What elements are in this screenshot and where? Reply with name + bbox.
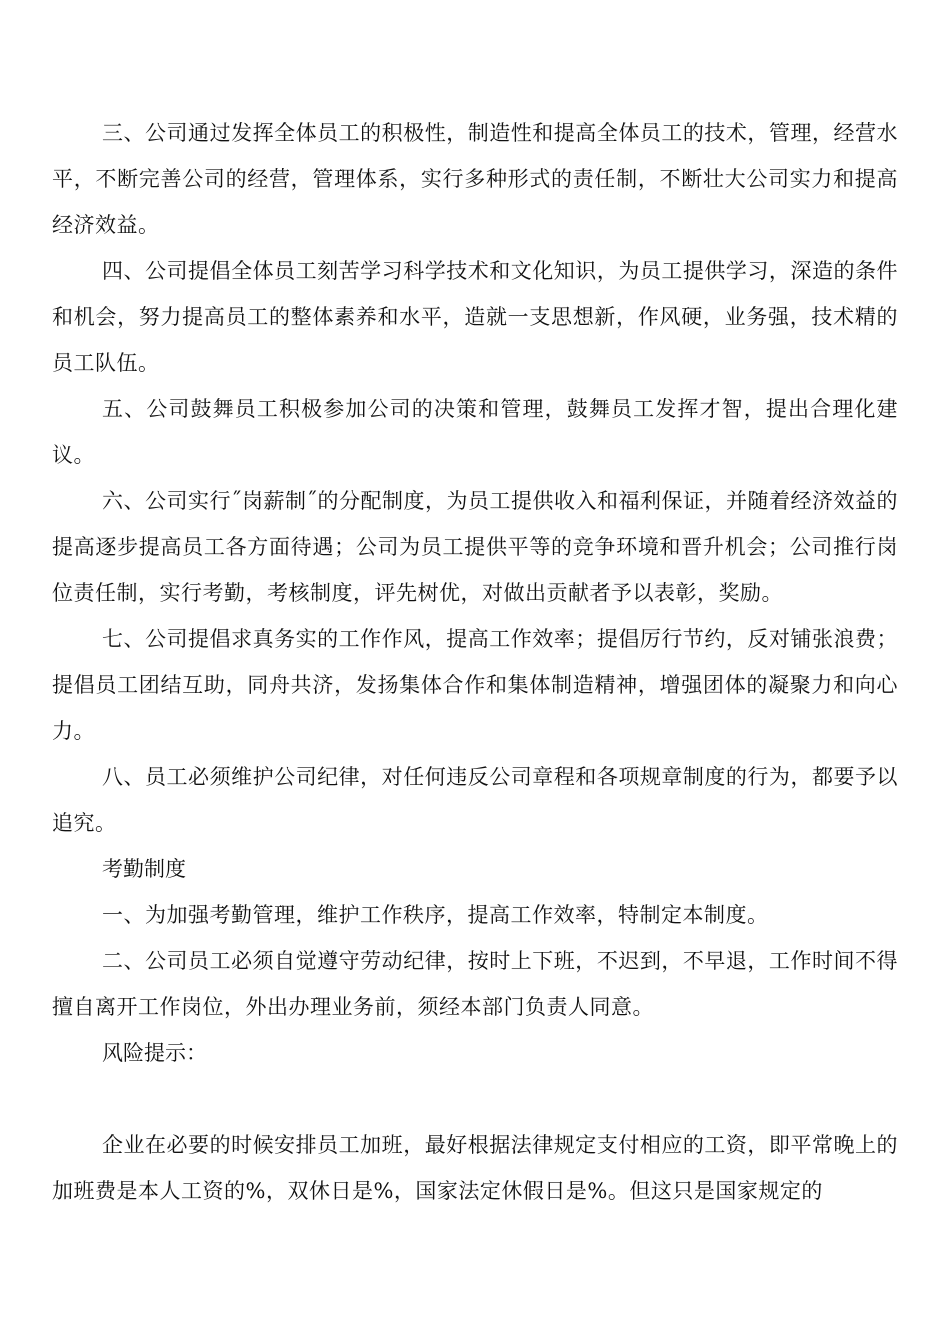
document-page bbox=[52, 110, 898, 1214]
attendance-heading: 考勤制度 bbox=[102, 857, 186, 881]
paragraph-3: 三、公司通过发挥全体员工的积极性，制造性和提高全体员工的技术，管理，经营水平，不断完善公司的经营，管理体系，实行多种形式的责任制，不断壮大公司实力和提高经济效益。 bbox=[52, 121, 898, 237]
attendance-item-2: 二、公司员工必须自觉遵守劳动纪律，按时上下班，不迟到，不早退，工作时间不得擅自离开工作岗位，外出办理业务前，须经本部门负责人同意。 bbox=[52, 949, 898, 1019]
risk-paragraph: 企业在必要的时候安排员工加班，最好根据法律规定支付相应的工资，即平常晚上的加班费是本人工资的%，双休日是%，国家法定休假日是%。但这只是国家规定的 bbox=[52, 1133, 898, 1203]
paragraph-7: 七、公司提倡求真务实的工作作风，提高工作效率；提倡厉行节约，反对铺张浪费；提倡员工团结互助，同舟共济，发扬集体合作和集体制造精神，增强团体的凝聚力和向心力。 bbox=[52, 627, 898, 743]
risk-heading: 风险提示： bbox=[102, 1041, 207, 1065]
attendance-item-1: 一、为加强考勤管理，维护工作秩序，提高工作效率，特制定本制度。 bbox=[102, 903, 769, 927]
paragraph-5: 五、公司鼓舞员工积极参加公司的决策和管理，鼓舞员工发挥才智，提出合理化建议。 bbox=[52, 397, 898, 467]
paragraph-6: 六、公司实行˝岗薪制˝的分配制度，为员工提供收入和福利保证，并随着经济效益的提高逐步提高员工各方面待遇；公司为员工提供平等的竞争环境和晋升机会；公司推行岗位责任制，实行考勤，考核制度，评先树优，对做出贡献者予以表彰，奖励。 bbox=[52, 489, 898, 605]
blank-line bbox=[52, 1076, 898, 1122]
paragraph-4: 四、公司提倡全体员工刻苦学习科学技术和文化知识，为员工提供学习，深造的条件和机会，努力提高员工的整体素养和水平，造就一支思想新，作风硬，业务强，技术精的员工队伍。 bbox=[52, 259, 898, 375]
paragraph-8: 八、员工必须维护公司纪律，对任何违反公司章程和各项规章制度的行为，都要予以追究。 bbox=[52, 765, 898, 835]
